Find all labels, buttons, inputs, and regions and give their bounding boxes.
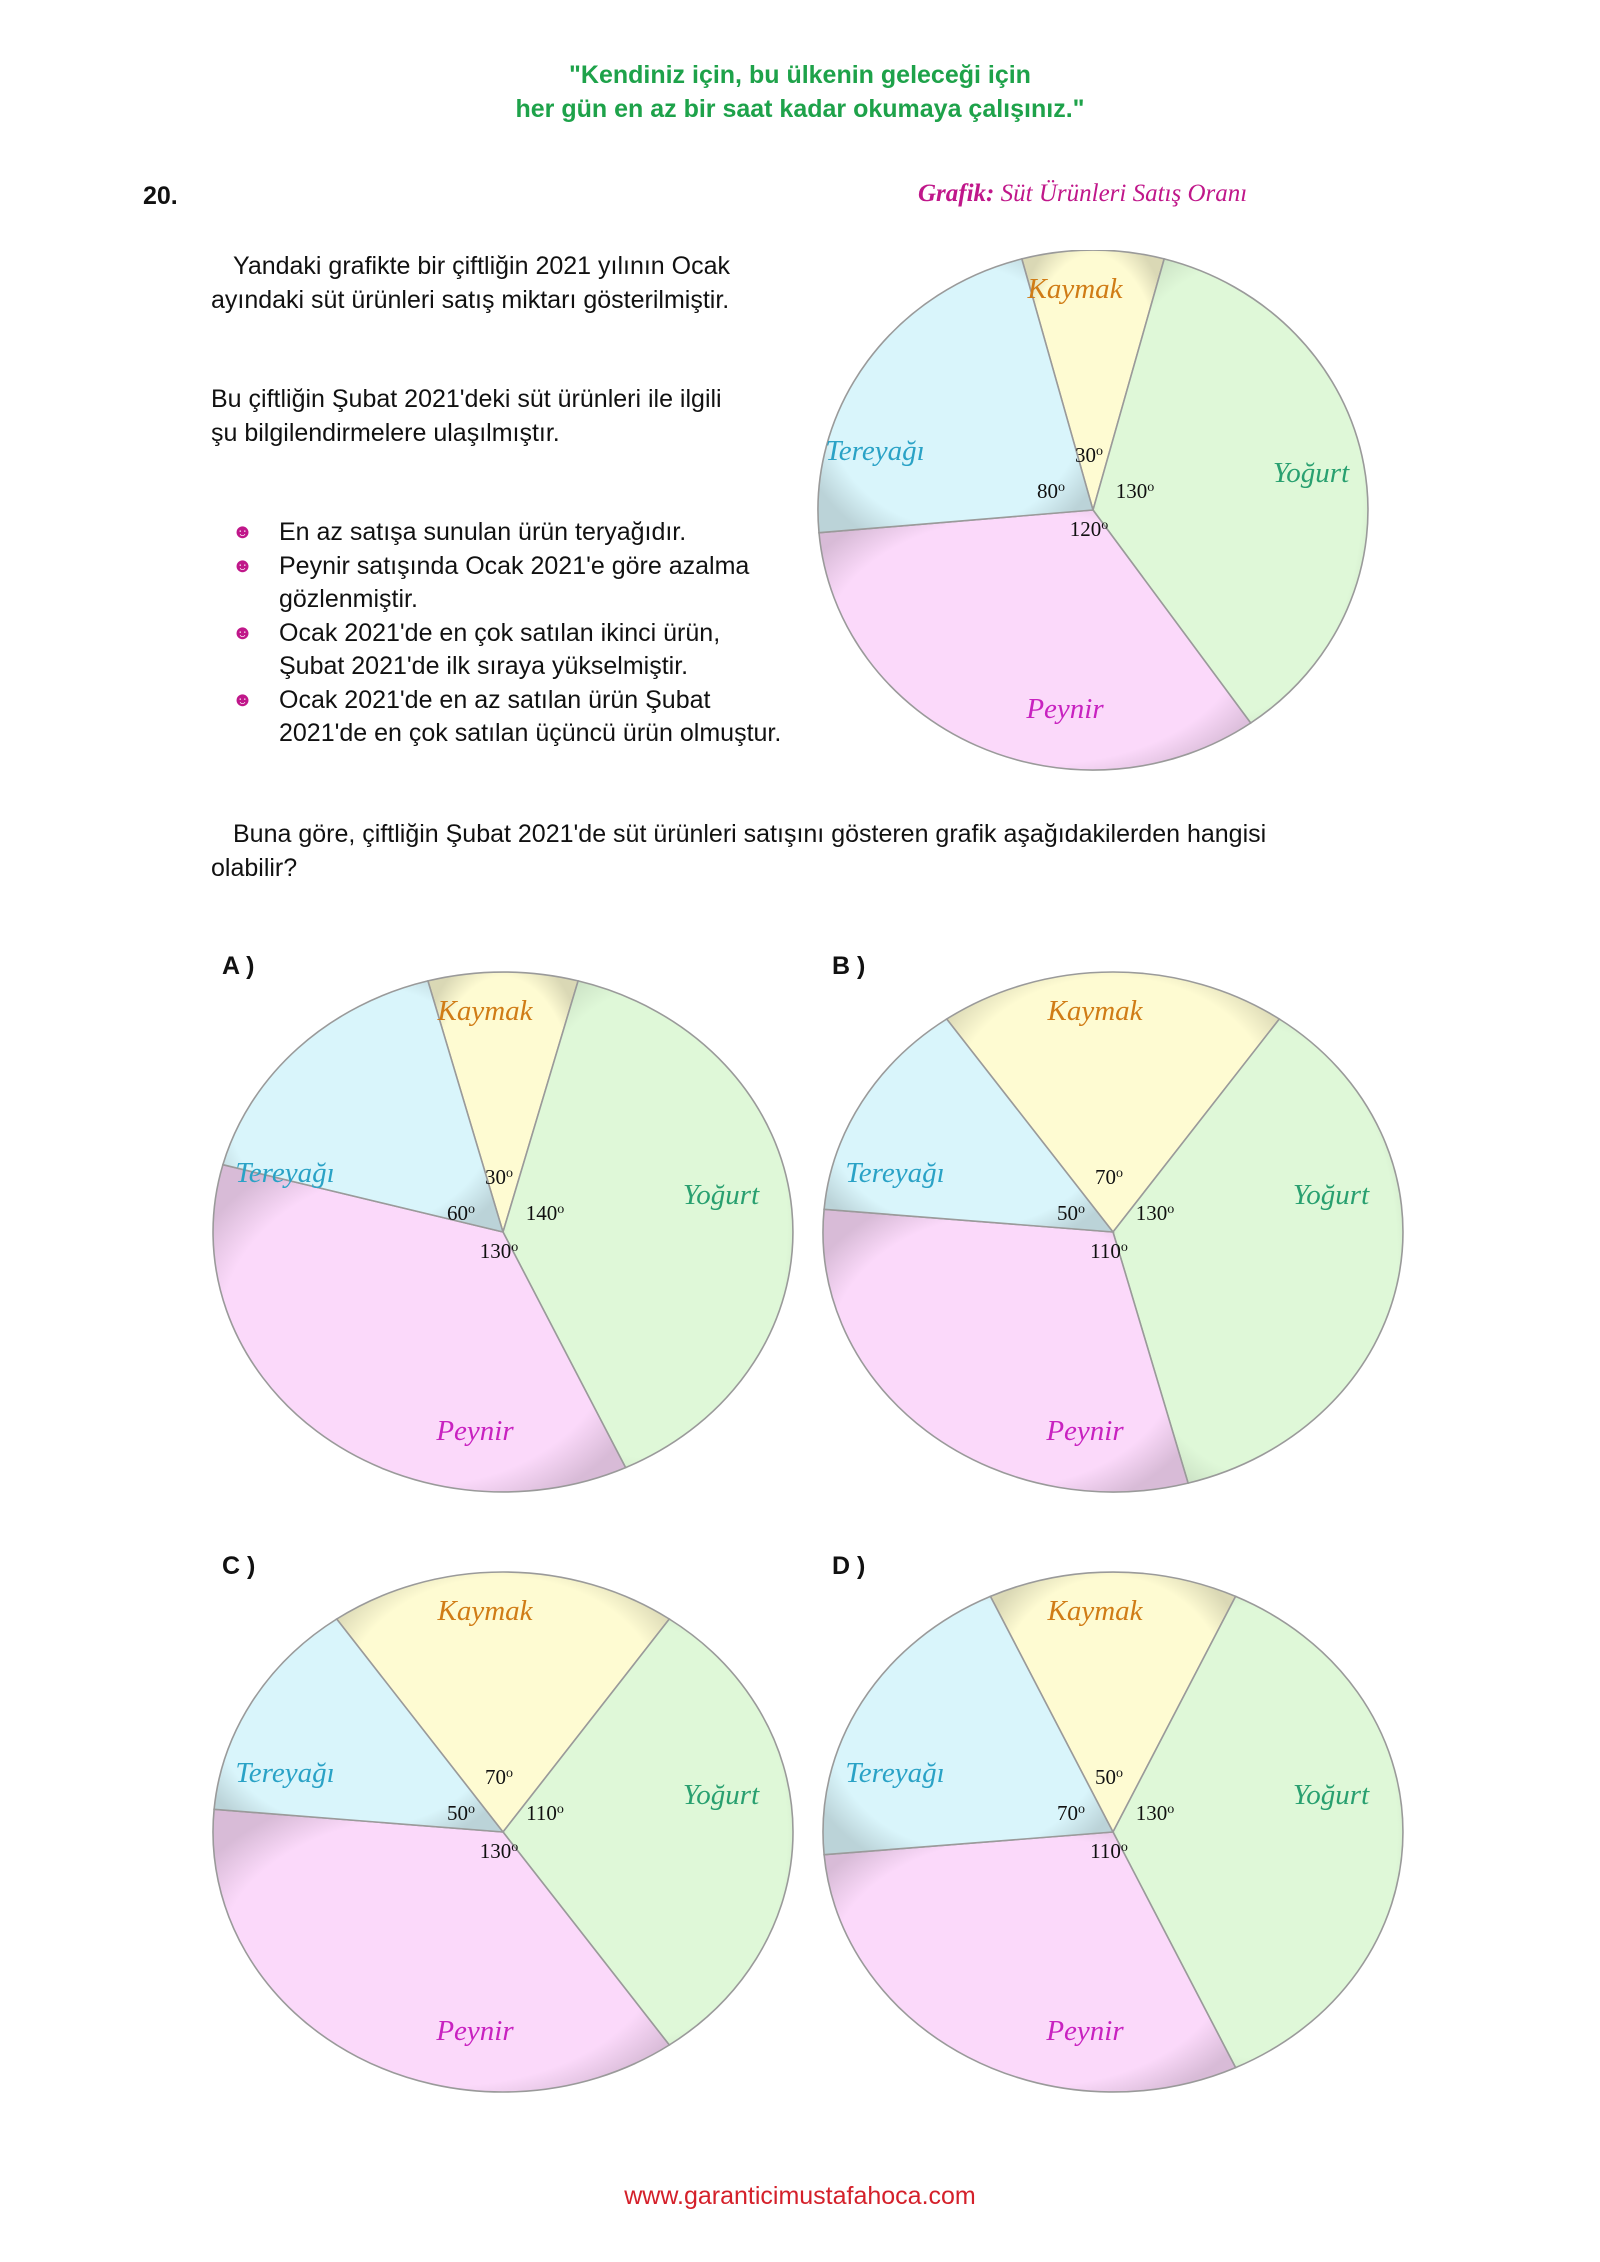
smiley-bullet-icon: ☻	[232, 621, 254, 644]
pie-angle-tereyagi: 70$^o$	[1057, 1801, 1085, 1825]
pie-label-tereyagi: Tereyağı	[845, 1757, 945, 1789]
bullet-item	[232, 550, 832, 617]
pie-angle-peynir: 130$^o$	[479, 1239, 519, 1263]
option-d-label[interactable]: D )	[832, 1552, 866, 1580]
pie-label-peynir: Peynir	[1026, 693, 1104, 725]
pie-angle-kaymak: 70$^o$	[485, 1765, 513, 1789]
pie-angle-kaymak: 30$^o$	[1075, 443, 1103, 467]
pie-angle-yogurt: 130$^o$	[1115, 479, 1155, 503]
option-c-label[interactable]: C )	[222, 1552, 256, 1580]
pie-angle-kaymak: 50$^o$	[1095, 1765, 1123, 1789]
pie-label-yogurt: Yoğurt	[682, 1779, 760, 1811]
pie-label-tereyagi: Tereyağı	[235, 1757, 335, 1789]
pie-label-yogurt: Yoğurt	[1292, 1779, 1370, 1811]
pie-angle-yogurt: 110$^o$	[526, 1801, 564, 1825]
bullet-line: Ocak 2021'de en çok satılan ikinci ürün,	[279, 618, 721, 647]
pie-angle-peynir: 110$^o$	[1090, 1839, 1128, 1863]
pie-angle-tereyagi: 50$^o$	[447, 1801, 475, 1825]
pie-angle-tereyagi: 60$^o$	[447, 1201, 475, 1225]
pie-chart-ocak	[815, 250, 1375, 790]
bullet-list	[232, 516, 832, 751]
pie-angle-kaymak: 70$^o$	[1095, 1165, 1123, 1189]
bullet-line: gözlenmiştir.	[279, 585, 418, 613]
smiley-bullet-icon: ☻	[232, 688, 254, 711]
bullet-item	[232, 617, 832, 684]
chart-title-text: Süt Ürünleri Satış Oranı	[1000, 180, 1248, 207]
pie-label-yogurt: Yoğurt	[1292, 1179, 1370, 1211]
question-number: 20.	[143, 182, 178, 210]
option-b-label[interactable]: B )	[832, 952, 866, 980]
option-a-label[interactable]: A )	[222, 952, 255, 980]
question-text	[211, 817, 1411, 885]
intro-paragraph	[211, 249, 801, 317]
pie-angle-yogurt: 140$^o$	[525, 1201, 565, 1225]
chart-title-prefix: Grafik:	[918, 180, 995, 207]
pie-label-kaymak: Kaymak	[1047, 995, 1143, 1027]
pie-chart-option-b[interactable]	[820, 960, 1420, 1500]
pie-label-peynir: Peynir	[436, 1415, 514, 1447]
pie-chart-option-d[interactable]	[820, 1560, 1420, 2100]
pie-angle-yogurt: 130$^o$	[1135, 1801, 1175, 1825]
pie-angle-peynir: 120$^o$	[1069, 517, 1109, 541]
pie-label-kaymak: Kaymak	[1027, 273, 1123, 305]
bullet-item	[232, 684, 832, 751]
motto-line-2: her gün en az bir saat kadar okumaya çalışınız."	[515, 95, 1085, 123]
bullet-line: En az satışa sunulan ürün teryağıdır.	[279, 518, 687, 546]
motto-line-1: "Kendiniz için, bu ülkenin geleceği için	[569, 61, 1031, 89]
pie-label-kaymak: Kaymak	[1047, 1595, 1143, 1627]
pie-angle-tereyagi: 80$^o$	[1037, 479, 1065, 503]
pie-angle-yogurt: 130$^o$	[1135, 1201, 1175, 1225]
bullet-line: Peynir satışında Ocak 2021'e göre azalma	[279, 551, 750, 580]
pie-label-kaymak: Kaymak	[437, 1595, 533, 1627]
pie-chart-option-c[interactable]	[210, 1560, 810, 2100]
pie-label-yogurt: Yoğurt	[682, 1179, 760, 1211]
bullet-line: 2021'de en çok satılan üçüncü ürün olmuştur.	[279, 719, 782, 747]
smiley-bullet-icon: ☻	[232, 521, 254, 543]
smiley-bullet-icon: ☻	[232, 554, 254, 577]
bullet-line: Şubat 2021'de ilk sıraya yükselmiştir.	[279, 652, 689, 680]
chart-title	[918, 180, 1247, 208]
pie-label-tereyagi: Tereyağı	[845, 1157, 945, 1189]
pie-label-peynir: Peynir	[436, 2015, 514, 2047]
pie-angle-tereyagi: 50$^o$	[1057, 1201, 1085, 1225]
info-line-1: Bu çiftliğin Şubat 2021'deki süt ürünleri ile ilgili	[211, 385, 722, 413]
motto	[0, 58, 1600, 126]
pie-angle-peynir: 110$^o$	[1090, 1239, 1128, 1263]
pie-angle-kaymak: 30$^o$	[485, 1165, 513, 1189]
pie-label-tereyagi: Tereyağı	[235, 1157, 335, 1189]
pie-chart-option-a[interactable]	[210, 960, 810, 1500]
pie-label-peynir: Peynir	[1046, 1415, 1124, 1447]
pie-label-tereyagi: Tereyağı	[825, 435, 925, 467]
question-line-1: Buna göre, çiftliğin Şubat 2021'de süt ürünleri satışını gösteren grafik aşağıdakilerden hangisi	[233, 820, 1267, 848]
info-paragraph	[211, 382, 801, 450]
pie-angle-peynir: 130$^o$	[479, 1839, 519, 1863]
intro-line-2: ayındaki süt ürünleri satış miktarı gösterilmiştir.	[211, 286, 730, 314]
intro-line-1: Yandaki grafikte bir çiftliğin 2021 yılının Ocak	[233, 252, 731, 280]
footer-url[interactable]: www.garanticimustafahoca.com	[624, 2182, 976, 2210]
pie-label-yogurt: Yoğurt	[1272, 457, 1350, 489]
bullet-line: Ocak 2021'de en az satılan ürün Şubat	[279, 685, 711, 714]
pie-label-kaymak: Kaymak	[437, 995, 533, 1027]
question-line-2: olabilir?	[211, 854, 298, 882]
bullet-item	[232, 516, 832, 550]
pie-label-peynir: Peynir	[1046, 2015, 1124, 2047]
info-line-2: şu bilgilendirmelere ulaşılmıştır.	[211, 419, 560, 447]
